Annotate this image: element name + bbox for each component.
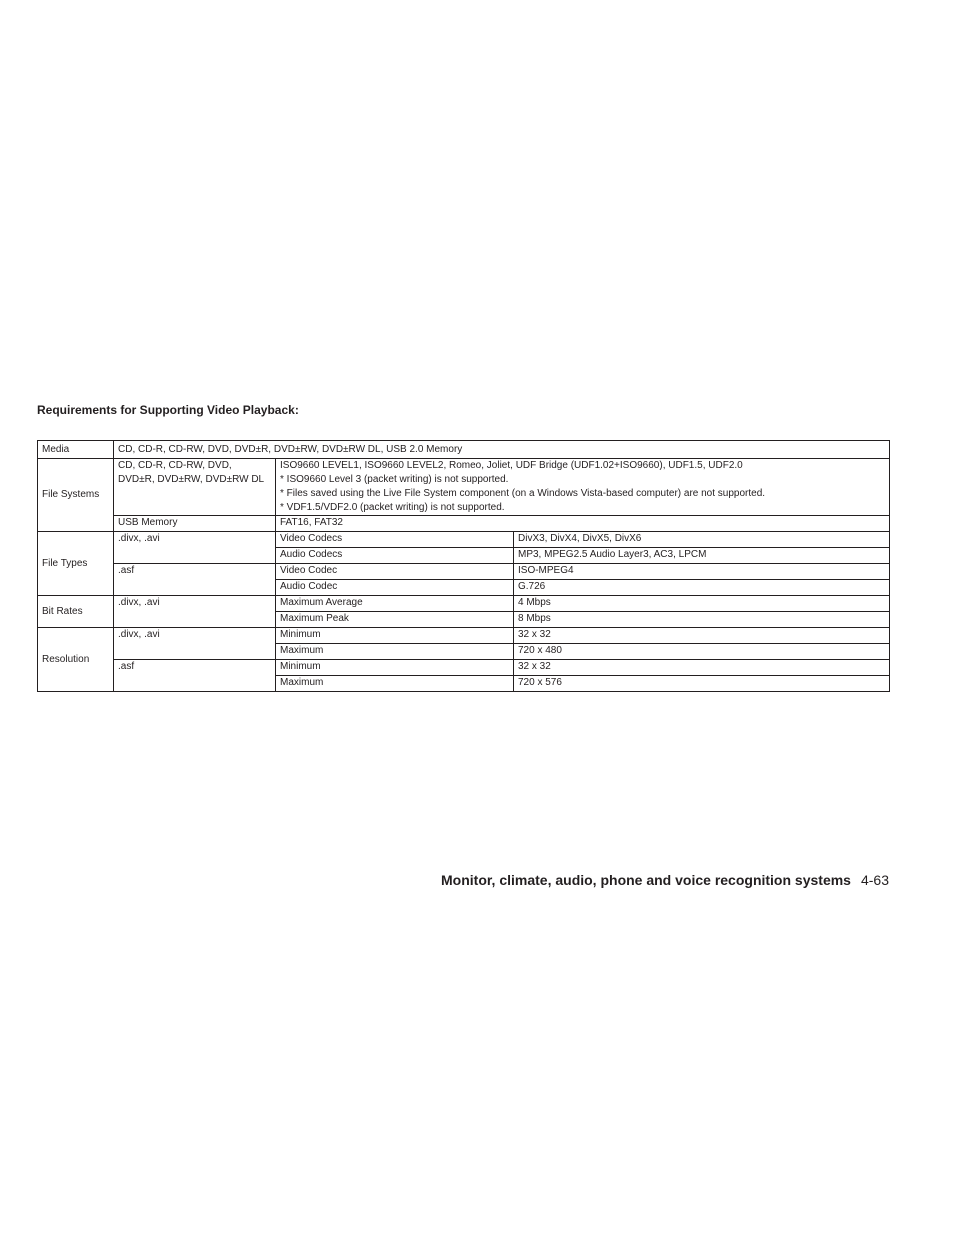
video-requirements-table <box>37 440 890 692</box>
file-systems-note: * VDF1.5/VDF2.0 (packet writing) is not supported. <box>280 502 505 513</box>
section-heading: Requirements for Supporting Video Playback: <box>37 403 299 417</box>
page-number: 4-63 <box>860 872 889 888</box>
file-types-codec-value: G.726 <box>514 580 890 596</box>
footer-section-title: Monitor, climate, audio, phone and voice recognition systems <box>441 872 851 888</box>
table-row-bit-rates <box>38 596 890 612</box>
table-row-file-types <box>38 564 890 580</box>
bit-rates-label: Maximum Average <box>276 596 514 612</box>
file-types-codec-label: Video Codecs <box>276 532 514 548</box>
file-systems-disc-media: CD, CD-R, CD-RW, DVD, DVD±R, DVD±RW, DVD±RW DL <box>114 459 276 516</box>
file-systems-note: * ISO9660 Level 3 (packet writing) is not supported. <box>280 474 509 485</box>
resolution-value: 32 x 32 <box>514 628 890 644</box>
file-types-codec-value: DivX3, DivX4, DivX5, DivX6 <box>514 532 890 548</box>
file-systems-note: * Files saved using the Live File System component (on a Windows Vista-based computer) are not supported. <box>280 488 766 499</box>
table-row-resolution <box>38 628 890 644</box>
file-types-codec-label: Video Codec <box>276 564 514 580</box>
table-row-media <box>38 441 890 459</box>
file-systems-usb-media: USB Memory <box>114 516 276 532</box>
resolution-ext: .asf <box>114 660 276 692</box>
row-label-resolution: Resolution <box>38 628 114 692</box>
row-label-file-types: File Types <box>38 532 114 596</box>
row-label-bit-rates: Bit Rates <box>38 596 114 628</box>
file-types-codec-value: MP3, MPEG2.5 Audio Layer3, AC3, LPCM <box>514 548 890 564</box>
row-label-media: Media <box>38 441 114 459</box>
file-types-ext: .divx, .avi <box>114 532 276 564</box>
file-systems-disc-value <box>276 459 890 516</box>
table-row-resolution <box>38 660 890 676</box>
resolution-ext: .divx, .avi <box>114 628 276 660</box>
bit-rates-ext: .divx, .avi <box>114 596 276 628</box>
resolution-label: Minimum <box>276 628 514 644</box>
resolution-value: 720 x 576 <box>514 676 890 692</box>
file-types-codec-label: Audio Codecs <box>276 548 514 564</box>
table-row-file-types <box>38 532 890 548</box>
file-types-codec-value: ISO-MPEG4 <box>514 564 890 580</box>
row-label-file-systems: File Systems <box>38 459 114 532</box>
bit-rates-label: Maximum Peak <box>276 612 514 628</box>
resolution-value: 32 x 32 <box>514 660 890 676</box>
table-row-file-systems-usb <box>38 516 890 532</box>
bit-rates-value: 4 Mbps <box>514 596 890 612</box>
resolution-label: Maximum <box>276 644 514 660</box>
resolution-label: Maximum <box>276 676 514 692</box>
resolution-label: Minimum <box>276 660 514 676</box>
file-systems-line: ISO9660 LEVEL1, ISO9660 LEVEL2, Romeo, Joliet, UDF Bridge (UDF1.02+ISO9660), UDF1.5, UDF2.0 <box>280 460 743 471</box>
bit-rates-value: 8 Mbps <box>514 612 890 628</box>
file-types-ext: .asf <box>114 564 276 596</box>
table-row-file-systems-disc <box>38 459 890 516</box>
file-types-codec-label: Audio Codec <box>276 580 514 596</box>
resolution-value: 720 x 480 <box>514 644 890 660</box>
file-systems-usb-value: FAT16, FAT32 <box>276 516 890 532</box>
page-footer <box>441 872 889 888</box>
media-value: CD, CD-R, CD-RW, DVD, DVD±R, DVD±RW, DVD±RW DL, USB 2.0 Memory <box>114 441 890 459</box>
